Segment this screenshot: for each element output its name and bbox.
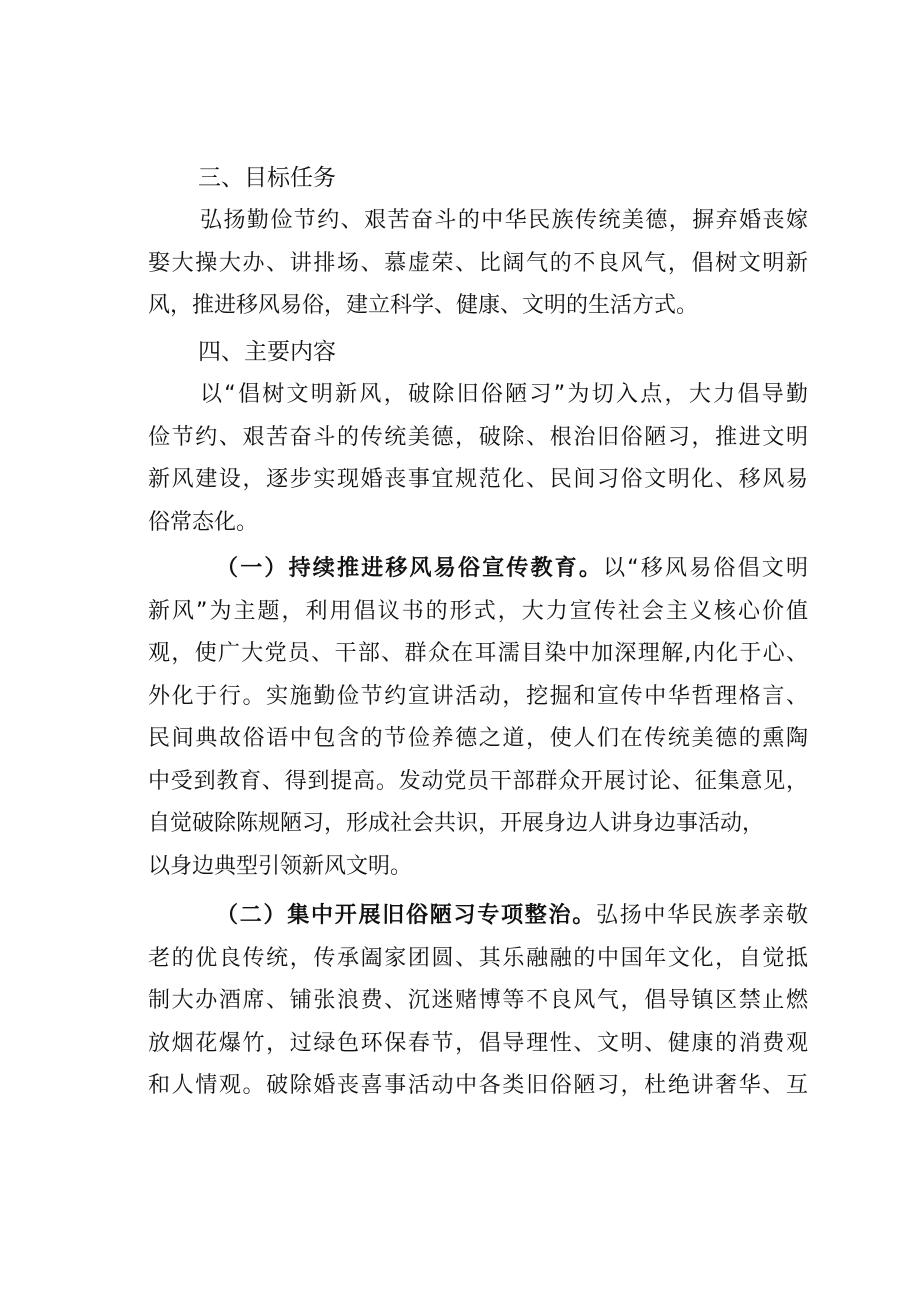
paragraph-line: 老的优良传统，传承阖家团圆、其乐融融的中国年文化，自觉抵 xyxy=(148,945,808,971)
paragraph-line: 以“倡树文明新风，破除旧俗陋习”为切入点，大力倡导勤 xyxy=(200,382,808,407)
paragraph-first-line xyxy=(148,895,808,938)
paragraph-line: 俭节约、艰苦奋斗的传统美德，破除、根治旧俗陋习，推进文明 xyxy=(148,424,808,450)
item-2-paragraph xyxy=(148,895,808,1108)
paragraph-line: 制大办酒席、铺张浪费、沉迷赌博等不良风气，倡导镇区禁止燃 xyxy=(148,988,808,1013)
paragraph-line: 以身边典型引领新风文明。 xyxy=(148,853,413,879)
item-1-first-line-text: 以“移风易俗倡文明 xyxy=(603,556,808,581)
paragraph-line: 风，推进移风易俗，建立科学、健康、文明的生活方式。 xyxy=(148,293,699,318)
paragraph-line: 新风”为主题，利用倡议书的形式，大力宣传社会主义核心价值 xyxy=(148,598,808,624)
paragraph-line: 民间典故俗语中包含的节俭养德之道，使人们在传统美德的熏陶 xyxy=(148,726,808,751)
paragraph-line: 观，使广大党员、干部、群众在耳濡目染中加深理解,内化于心、 xyxy=(148,641,808,666)
paragraph-line: 俗常态化。 xyxy=(148,509,259,535)
paragraph-line: 和人情观。破除婚丧喜事活动中各类旧俗陋习，杜绝讲奢华、互 xyxy=(148,1073,808,1098)
section-heading-3: 三、目标任务 xyxy=(198,165,336,191)
item-2-first-line-text: 弘扬中华民族孝亲敬 xyxy=(595,903,808,928)
section-heading-4: 四、主要内容 xyxy=(198,339,336,365)
paragraph-line: 中受到教育、得到提高。发动党员干部群众开展讨论、征集意见， xyxy=(148,768,808,794)
paragraph-line: 新风建设，逐步实现婚丧事宜规范化、民间习俗文明化、移风易 xyxy=(148,467,808,492)
item-1-title: （一）持续推进移风易俗宣传教育。 xyxy=(216,556,604,581)
paragraph-line: 自觉破除陈规陋习，形成社会共识，开展身边人讲身边事活动， xyxy=(148,811,765,836)
section-3-paragraph xyxy=(148,200,808,328)
item-1-paragraph xyxy=(148,548,808,888)
section-4-paragraph xyxy=(148,374,808,544)
paragraph-first-line xyxy=(148,548,808,591)
paragraph-line: 娶大操大办、讲排场、慕虚荣、比阔气的不良风气，倡树文明新 xyxy=(148,250,808,276)
paragraph-line: 放烟花爆竹，过绿色环保春节，倡导理性、文明、健康的消费观 xyxy=(148,1030,808,1056)
paragraph-line: 外化于行。实施勤俭节约宣讲活动，挖掘和宣传中华哲理格言、 xyxy=(148,683,808,709)
paragraph-line: 弘扬勤俭节约、艰苦奋斗的中华民族传统美德，摒弃婚丧嫁 xyxy=(200,208,808,233)
item-2-title: （二）集中开展旧俗陋习专项整治。 xyxy=(216,903,596,928)
